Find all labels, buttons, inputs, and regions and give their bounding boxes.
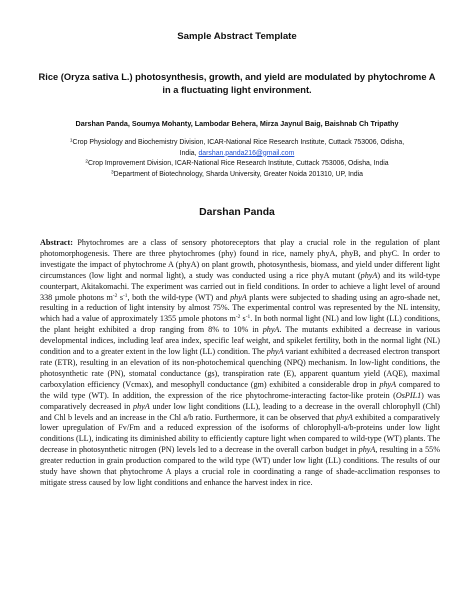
- abstract-text: , both the wild-type (WT) and: [127, 292, 231, 302]
- abstract-label: Abstract:: [40, 238, 73, 247]
- abstract-text: exhibited a comparatively lower upregulation of Fv/Fm and a reduced expression of the isoforms of chlorophyll-a/b-proteins under low light conditions (LL), indicating its diminished ability to efficiently capture light when compared to wild-type (WT) plants. The decrease in photosynthetic nitrogen (PN) levels led to a decrease in the overall carbon budget in: [40, 412, 440, 455]
- abstract-italic: phyA: [230, 292, 247, 302]
- abstract-text: s: [240, 314, 246, 324]
- affiliation-2-number: 2: [85, 159, 88, 165]
- abstract-text: ) was comparatively decreased in: [40, 390, 440, 411]
- abstract-italic: OsPIL1: [395, 390, 422, 400]
- affiliation-3-number: 3: [110, 170, 114, 176]
- abstract-text: , resulting in a 55% greater reduction in grain production compared to the wild type (WT) under low light (LL) conditions. The results of our study have shown that phytochrome A plays a crucial role in coordinating a range of shade-acclimation responses to mitigate stress caused by low light conditions and enhance the harvest index in rice.: [40, 445, 440, 487]
- email-link[interactable]: darshan.panda216@gmail.com: [198, 149, 295, 157]
- abstract-text: s: [117, 292, 123, 302]
- abstract-italic: phyA: [379, 379, 397, 389]
- abstract-italic: phyA: [262, 325, 280, 335]
- abstract-superscript: -2: [235, 314, 241, 321]
- abstract-italic: phyA: [336, 412, 353, 422]
- abstract-text: . The mutants exhibited a decrease in various developmental indices, including leaf area index, specific leaf weight, and spikelet fertility, both in the normal light (NL) condition and to a greater extent in the low light (LL) condition. The: [40, 325, 440, 357]
- affiliation-1-text: Crop Physiology and Biochemistry Division, ICAR-National Rice Research Institute, Cuttack 753006, Odisha,: [72, 139, 405, 146]
- abstract-superscript: -1: [245, 314, 251, 321]
- abstract-italic: phyA: [358, 445, 376, 455]
- abstract-text: ) and its wild-type counterpart, Akitakomachi. The experiment was carried out in field conditions. In order to achieve a light level of around 338 µmole photons m: [40, 270, 440, 302]
- abstract-text: under low light conditions (LL), leading to a decrease in the overall chlorophyll (Chl) and Chl b levels and an increase in the Chl a/b ratio. Furthermore, it can be observed that: [40, 401, 440, 422]
- affiliation-1-number: 1: [69, 138, 73, 144]
- paper-title-line-1: Rice (Oryza sativa L.) photosynthesis, growth, and yield are modulated by phytochrome A: [38, 72, 436, 82]
- abstract-text: variant exhibited a decreased electron transport rate (ETR), resulting in an elevation of its non-photochemical quenching (NPQ) mechanism. In low-light conditions, the photosynthetic rate (PN), stomatal conductance (gs), transpiration rate (E), apparent quantum yield (AQE), maximal carboxylation efficiency (Vcmax), and mesophyll conductance (gm) exhibited a considerable drop in: [40, 347, 440, 389]
- paper-title-line-2: in a fluctuating light environment.: [162, 84, 312, 95]
- affiliation-3: [20, 170, 454, 181]
- abstract-text: compared to the wild type (WT). In addition, the expression of the rice phytochrome-interacting factor-like protein (: [40, 379, 440, 400]
- presenting-author: Darshan Panda: [199, 207, 275, 218]
- affiliation-2: [20, 159, 454, 170]
- abstract-italic: phyA: [360, 270, 378, 280]
- abstract-text: . In both normal light (NL) and low light (LL) conditions, the plant height exhibited a drop ranging from 8% to 10% in: [40, 314, 441, 335]
- affiliation-1-continued: [20, 149, 454, 160]
- abstract-superscript: -1: [123, 292, 128, 299]
- abstract-text: plants were subjected to shading using an agro-shade net, resulting in a reduction of light intensity by almost 75%. The experimental control was represented by the NL intensity, which had a value of approximately 1355 µmole photons m: [40, 292, 440, 324]
- abstract-body: [40, 238, 440, 489]
- abstract-italic: phyA: [133, 401, 150, 411]
- affiliation-1-country: India,: [179, 149, 197, 157]
- abstract-text: Phytochromes are a class of sensory photoreceptors that play a crucial role in the regulation of plant photomorphogenesis. There are three phytochromes (phy) found in rice, namely phyA, phyB, and phyC. In order to investigate the impact of phytochrome A (phyA) on plant growth, photosynthesis, biomass, and yield under different light circumstances (low light and normal light), a study was conducted using a rice phyA mutant (: [40, 238, 440, 280]
- affiliation-3-text: Department of Biotechnology, Sharda University, Greater Noida 201310, UP, India: [113, 170, 364, 178]
- affiliation-1: [20, 138, 454, 149]
- affiliations: [20, 138, 454, 180]
- template-title: Sample Abstract Template: [177, 31, 297, 42]
- abstract-italic: phyA: [266, 347, 284, 357]
- abstract-superscript: -2: [112, 292, 118, 299]
- author-list: Darshan Panda, Soumya Mohanty, Lambodar Behera, Mirza Jaynul Baig, Baishnab Ch Tripathy: [75, 119, 399, 128]
- affiliation-2-text: Crop Improvement Division, ICAR-National Rice Research Institute, Cuttack 753006, Odisha, India: [88, 160, 389, 168]
- paper-title: [30, 71, 444, 96]
